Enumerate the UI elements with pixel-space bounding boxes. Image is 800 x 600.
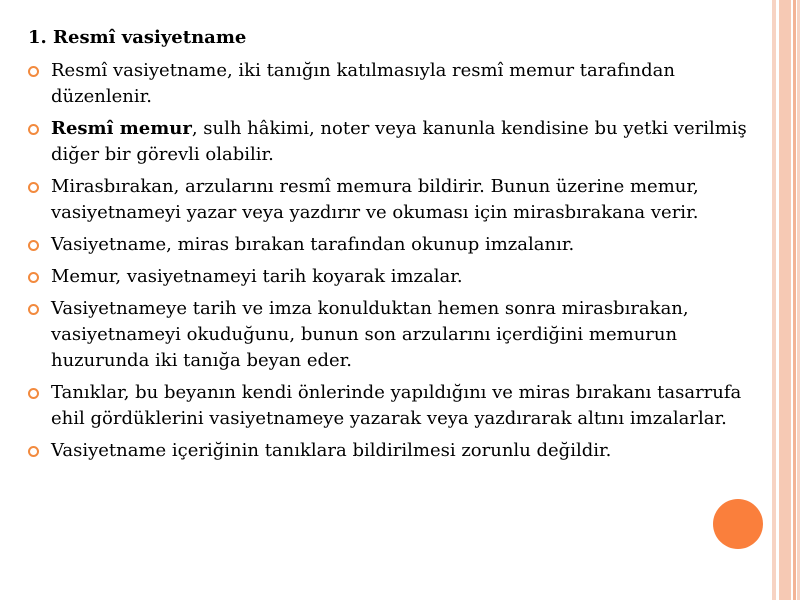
bullet-icon (28, 272, 39, 283)
bullet-text: Vasiyetname, miras bırakan tarafından okunup imzalanır. (51, 234, 575, 255)
decorative-stripe (779, 0, 791, 600)
bullet-bold-text: Resmî memur (51, 118, 192, 139)
orange-circle-decoration (713, 499, 763, 549)
bullet-item (28, 380, 773, 432)
bullet-text: , sulh hâkimi, noter veya kanunla kendisine bu yetki verilmiş diğer bir görevli olabilir. (51, 118, 747, 165)
slide-content (28, 26, 773, 470)
bullet-icon (28, 124, 39, 135)
bullet-item (28, 296, 773, 374)
bullet-text: Resmî vasiyetname, iki tanığın katılmasıyla resmî memur tarafından düzenlenir. (51, 60, 675, 107)
bullet-text: Mirasbırakan, arzularını resmî memura bildirir. Bunun üzerine memur, vasiyetnameyi yazar veya yazdırır ve okuması için mirasbırakana verir. (51, 176, 699, 223)
bullet-text: Vasiyetnameye tarih ve imza konulduktan hemen sonra mirasbırakan, vasiyetnameyi okuduğunu, bunun son arzularını içerdiğini memurun huzurunda iki tanığa beyan eder. (51, 298, 689, 371)
bullet-text: Tanıklar, bu beyanın kendi önlerinde yapıldığını ve miras bırakanı tasarrufa ehil gördüklerini vasiyetnameye yazarak veya yazdırarak altını imzalarlar. (51, 382, 742, 429)
bullet-icon (28, 240, 39, 251)
bullet-item (28, 174, 773, 226)
bullet-icon (28, 182, 39, 193)
bullet-item (28, 58, 773, 110)
bullet-text: Vasiyetname içeriğinin tanıklara bildirilmesi zorunlu değildir. (51, 440, 612, 461)
slide-heading: 1. Resmî vasiyetname (28, 27, 247, 48)
bullet-icon (28, 388, 39, 399)
bullet-text: Memur, vasiyetnameyi tarih koyarak imzalar. (51, 266, 463, 287)
bullet-item (28, 438, 773, 464)
bullet-list (28, 58, 773, 464)
bullet-item (28, 232, 773, 258)
bullet-item (28, 264, 773, 290)
bullet-item (28, 116, 773, 168)
bullet-icon (28, 66, 39, 77)
decorative-stripe (793, 0, 796, 600)
bullet-icon (28, 446, 39, 457)
bullet-icon (28, 304, 39, 315)
